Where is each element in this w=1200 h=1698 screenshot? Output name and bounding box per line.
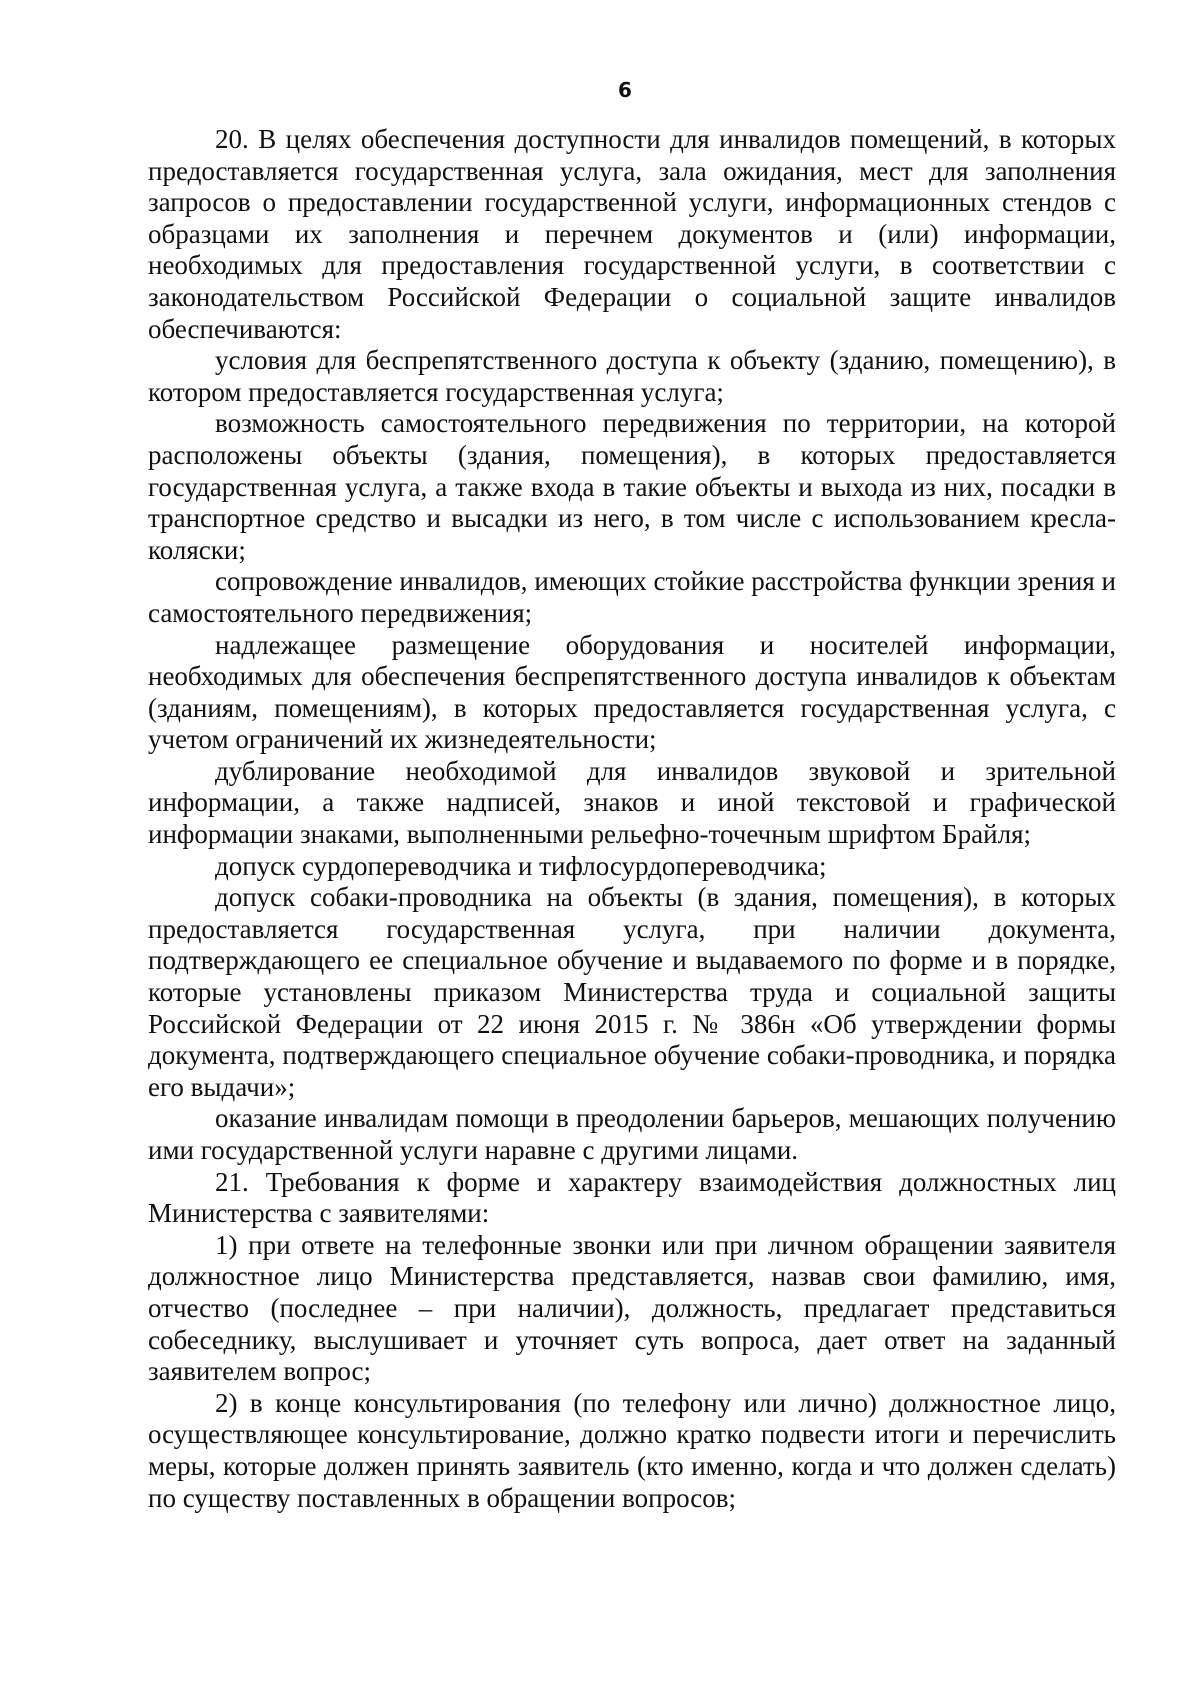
paragraph-21-item-2: 2) в конце консультирования (по телефону или лично) должностное лицо, осуществляющее консультирование, должно кратко подвести итоги и перечислить меры, которые должен принять заявитель (кто именно, когда и что должен сделать) по существу поставленных в обращении вопросов; xyxy=(148,1387,1116,1513)
paragraph-barrier-assistance: оказание инвалидам помощи в преодолении барьеров, мешающих получению ими государственной услуги наравне с другими лицами. xyxy=(148,1103,1116,1165)
paragraph-guide-dog: допуск собаки-проводника на объекты (в здания, помещения), в которых предоставляется государственная услуга, при наличии документа, подтверждающего ее специальное обучение и выдаваемого по форме и в порядке, которые установлены приказом Министерства труда и социальной защиты Российской Федерации от 22 июня 2015 г. № 386н «Об утверждении формы документа, подтверждающего специальное обучение собаки-проводника, и порядка его выдачи»; xyxy=(148,882,1116,1102)
paragraph-braille-duplication: дублирование необходимой для инвалидов звуковой и зрительной информации, а также надписей, знаков и иной текстовой и графической информации знаками, выполненными рельефно-точечным шрифтом Брайля; xyxy=(148,755,1116,850)
paragraph-20-intro: 20. В целях обеспечения доступности для инвалидов помещений, в которых предоставляется государственная услуга, зала ожидания, мест для заполнения запросов о предоставлении государственной услуги, информационных стендов с образцами их заполнения и перечнем документов и (или) информации, необходимых для предоставления государственной услуги, в соответствии с законодательством Российской Федерации о социальной защите инвалидов обеспечиваются: xyxy=(148,124,1116,344)
paragraph-equipment-placement: надлежащее размещение оборудования и носителей информации, необходимых для обеспечения беспрепятственного доступа инвалидов к объектам (зданиям, помещениям), в которых предоставляется государственная услуга, с учетом ограничений их жизнедеятельности; xyxy=(148,629,1116,755)
paragraph-sign-interpreter: допуск сурдопереводчика и тифлосурдопереводчика; xyxy=(215,850,827,881)
paragraph-independent-movement: возможность самостоятельного передвижения по территории, на которой расположены объекты (здания, помещения), в которых предоставляется государственная услуга, а также входа в такие объекты и выхода из них, посадки в транспортное средство и высадки из него, в том числе с использованием кресла-коляски; xyxy=(148,408,1116,565)
document-body xyxy=(148,124,1116,1514)
paragraph-21-intro: 21. Требования к форме и характеру взаимодействия должностных лиц Министерства с заявителями: xyxy=(148,1166,1116,1229)
page-number: 6 xyxy=(618,78,632,102)
paragraph-access-conditions: условия для беспрепятственного доступа к объекту (зданию, помещению), в котором предоставляется государственная услуга; xyxy=(148,345,1116,407)
paragraph-21-item-1: 1) при ответе на телефонные звонки или при личном обращении заявителя должностное лицо Министерства представляется, назвав свои фамилию, имя, отчество (последнее – при наличии), должность, предлагает представиться собеседнику, выслушивает и уточняет суть вопроса, дает ответ на заданный заявителем вопрос; xyxy=(148,1229,1116,1387)
paragraph-escort: сопровождение инвалидов, имеющих стойкие расстройства функции зрения и самостоятельного передвижения; xyxy=(148,566,1116,628)
